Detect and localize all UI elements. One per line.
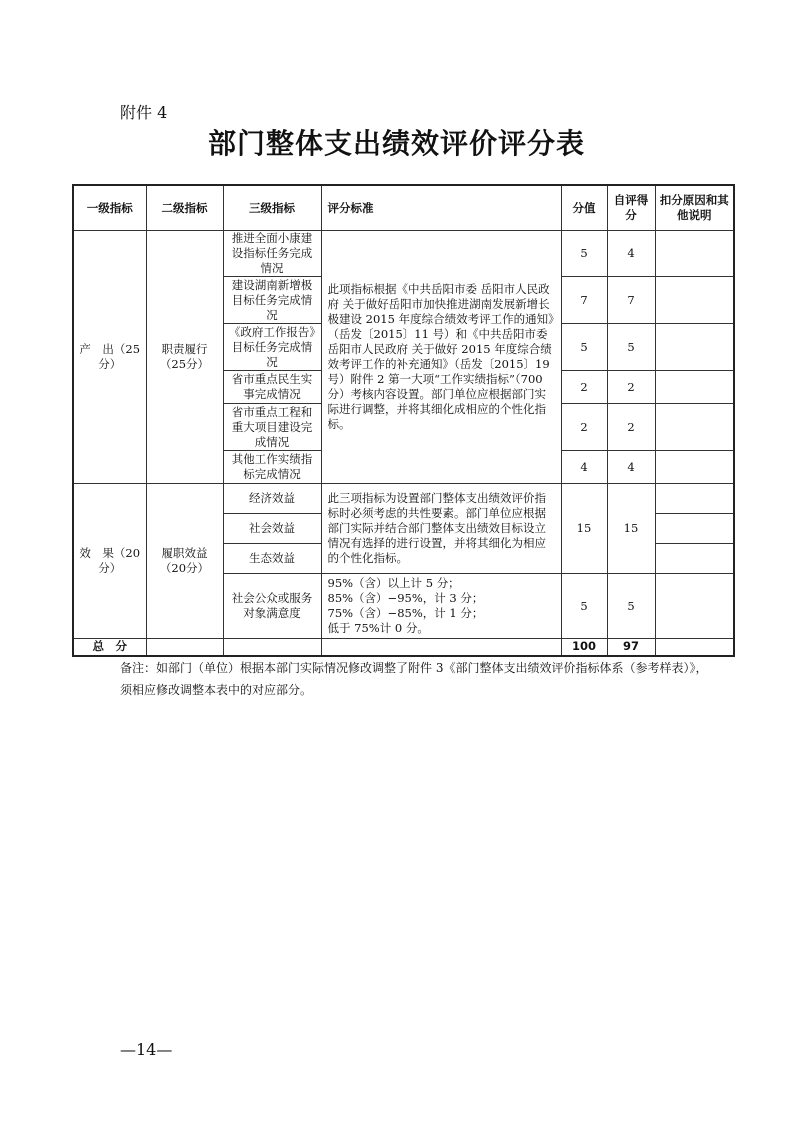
satisfaction-criteria [321, 574, 561, 639]
header-deduction: 扣分原因和其他说明 [655, 185, 734, 231]
total-score: 100 [561, 639, 607, 656]
deduction-cell [655, 231, 734, 277]
footnote: 备注：如部门（单位）根据本部门实际情况修改调整了附件 3《部门整体支出绩效评价指标体系（参考样表）》，须相应修改调整本表中的对应部分。 [120, 661, 708, 697]
empty-cell [223, 639, 321, 656]
page-title: 部门整体支出绩效评价评分表 [207, 127, 585, 160]
output-level2: 职责履行（25分） [146, 231, 223, 484]
table-row [73, 231, 734, 277]
self-score-cell: 7 [607, 277, 655, 324]
deduction-cell [655, 514, 734, 544]
header-level1: 一级指标 [73, 185, 146, 231]
self-score-cell: 2 [607, 404, 655, 451]
effect-level2: 履职效益（20分） [146, 484, 223, 639]
header-score: 分值 [561, 185, 607, 231]
self-score-cell: 4 [607, 231, 655, 277]
output-criteria: 此项指标根据《中共岳阳市委 岳阳市人民政府 关于做好岳阳市加快推进湖南发展新增长极建设 2015 年度综合绩效考评工作的通知》（岳发〔2015〕11 号）和《中共岳阳市委 岳阳市人民政府 关于做好 2015 年度综合绩效考评工作的补充通知》（岳发〔2015〕19 号）附件 2 第一大项“工作实绩指标”（700 分）考核内容设置。部门单位应根据部门实际进行调整，并将其细化成相应的个性化指标。 [321, 231, 561, 484]
criteria-line: 85%（含）−95%，计 3 分； [327, 591, 484, 605]
level3-cell: 推进全面小康建设指标任务完成情况 [223, 231, 321, 277]
self-score-cell: 2 [607, 371, 655, 404]
evaluation-table [72, 184, 735, 657]
criteria-line: 95%（含）以上计 5 分； [327, 576, 460, 590]
output-level1: 产 出（25分） [73, 231, 146, 484]
score-cell: 5 [561, 574, 607, 639]
score-cell: 4 [561, 451, 607, 484]
level3-cell: 社会效益 [223, 514, 321, 544]
level3-cell: 建设湖南新增极目标任务完成情况 [223, 277, 321, 324]
deduction-cell [655, 371, 734, 404]
effect-criteria: 此三项指标为设置部门整体支出绩效评价指标时必须考虑的共性要素。部门单位应根据部门实际并结合部门整体支出绩效目标设立情况有选择的进行设置，并将其细化为相应的个性化指标。 [321, 484, 561, 574]
level3-cell: 生态效益 [223, 544, 321, 574]
score-cell: 2 [561, 404, 607, 451]
level3-cell: 其他工作实绩指标完成情况 [223, 451, 321, 484]
deduction-cell [655, 404, 734, 451]
header-level2: 二级指标 [146, 185, 223, 231]
level3-cell: 《政府工作报告》目标任务完成情况 [223, 324, 321, 371]
deduction-cell [655, 451, 734, 484]
empty-cell [321, 639, 561, 656]
empty-cell [146, 639, 223, 656]
level3-cell: 社会公众或服务对象满意度 [223, 574, 321, 639]
level3-cell: 省市重点工程和重大项目建设完成情况 [223, 404, 321, 451]
deduction-cell [655, 324, 734, 371]
criteria-line: 75%（含）−85%，计 1 分； [327, 606, 484, 620]
header-criteria: 评分标准 [321, 185, 561, 231]
self-score-cell: 5 [607, 574, 655, 639]
score-cell: 7 [561, 277, 607, 324]
total-label: 总 分 [73, 639, 146, 656]
table-header-row [73, 185, 734, 231]
level3-cell: 省市重点民生实事完成情况 [223, 371, 321, 404]
effect-group-self-score: 15 [607, 484, 655, 574]
page-number: —14— [120, 1040, 173, 1059]
level3-cell: 经济效益 [223, 484, 321, 514]
effect-group-score: 15 [561, 484, 607, 574]
deduction-cell [655, 574, 734, 639]
total-row [73, 639, 734, 656]
header-self-score: 自评得分 [607, 185, 655, 231]
total-self-score: 97 [607, 639, 655, 656]
deduction-cell [655, 484, 734, 514]
score-cell: 5 [561, 231, 607, 277]
attachment-label: 附件 4 [120, 103, 168, 122]
self-score-cell: 5 [607, 324, 655, 371]
self-score-cell: 4 [607, 451, 655, 484]
score-cell: 5 [561, 324, 607, 371]
criteria-line: 低于 75%计 0 分。 [327, 621, 429, 635]
table-row [73, 484, 734, 514]
effect-level1: 效 果（20分） [73, 484, 146, 639]
score-cell: 2 [561, 371, 607, 404]
empty-cell [655, 639, 734, 656]
deduction-cell [655, 277, 734, 324]
deduction-cell [655, 544, 734, 574]
header-level3: 三级指标 [223, 185, 321, 231]
